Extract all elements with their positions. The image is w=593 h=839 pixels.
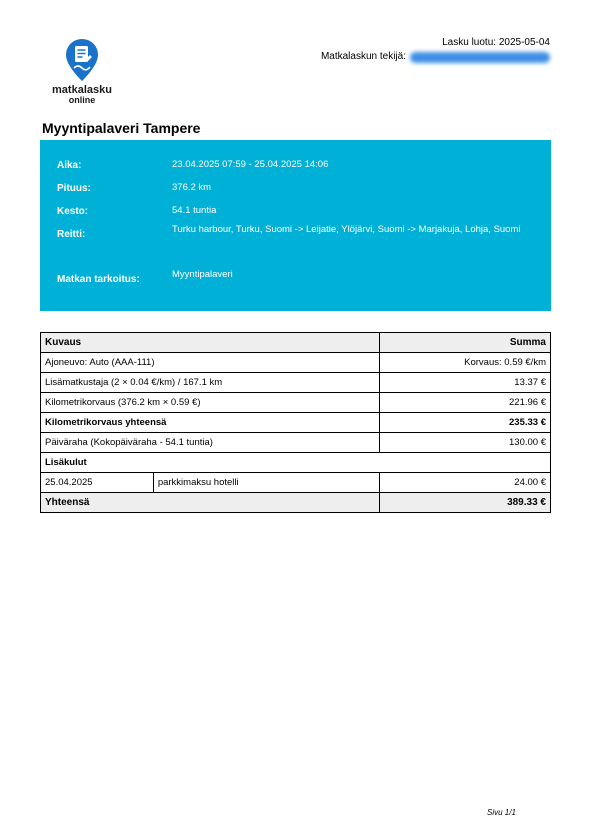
table-row xyxy=(41,373,551,393)
allowance-cell: Päiväraha (Kokopäiväraha - 54.1 tuntia) xyxy=(41,433,380,453)
route-label: Reitti: xyxy=(57,229,86,240)
maker-label: Matkalaskun tekijä: xyxy=(320,51,406,62)
expense-table xyxy=(40,332,551,513)
trip-info-panel xyxy=(40,140,551,311)
created-date: 2025-05-04 xyxy=(498,37,550,48)
grand-total-sum: 389.33 € xyxy=(380,493,551,513)
route-pin-icon xyxy=(65,38,99,82)
page-number: Sivu 1/1 xyxy=(487,808,516,817)
maker-row xyxy=(321,50,550,64)
time-label: Aika: xyxy=(57,160,82,171)
created-label: Lasku luotu: xyxy=(442,37,497,48)
col-sum: Summa xyxy=(380,333,551,353)
vehicle-rate-cell: Korvaus: 0.59 €/km xyxy=(380,353,551,373)
company-logo xyxy=(50,38,114,105)
km-total-sum-cell: 235.33 € xyxy=(380,413,551,433)
trip-title: Myyntipalaveri Tampere xyxy=(42,120,201,136)
table-row xyxy=(41,433,551,453)
table-row xyxy=(41,353,551,373)
km-cell: Kilometrikorvaus (376.2 km × 0.59 €) xyxy=(41,393,380,413)
duration-label: Kesto: xyxy=(57,206,89,217)
length-value: 376.2 km xyxy=(172,182,212,193)
purpose-value: Myyntipalaveri xyxy=(172,269,233,280)
table-row xyxy=(41,453,551,473)
duration-value: 54.1 tuntia xyxy=(172,205,217,216)
vehicle-cell: Ajoneuvo: Auto (AAA-111) xyxy=(41,353,380,373)
logo-name: matkalasku xyxy=(52,84,112,96)
extras-heading-cell: Lisäkulut xyxy=(41,453,551,473)
allowance-sum-cell: 130.00 € xyxy=(380,433,551,453)
created-row xyxy=(321,36,550,50)
length-label: Pituus: xyxy=(57,183,91,194)
purpose-label: Matkan tarkoitus: xyxy=(57,274,140,285)
table-row xyxy=(41,473,551,493)
extra-desc-cell: parkkimaksu hotelli xyxy=(153,473,380,493)
grand-total-row xyxy=(41,493,551,513)
logo-subtitle: online xyxy=(68,95,96,105)
extra-date-cell: 25.04.2025 xyxy=(41,473,154,493)
table-row xyxy=(41,413,551,433)
passengers-sum-cell: 13.37 € xyxy=(380,373,551,393)
redacted-name xyxy=(410,52,550,63)
table-header xyxy=(41,333,551,353)
km-total-cell: Kilometrikorvaus yhteensä xyxy=(41,413,380,433)
route-value: Turku harbour, Turku, Suomi -> Leijatie, Ylöjärvi, Suomi -> Marjakuja, Lohja, Suomi xyxy=(172,224,521,235)
time-value: 23.04.2025 07:59 - 25.04.2025 14:06 xyxy=(172,159,329,170)
km-sum-cell: 221.96 € xyxy=(380,393,551,413)
table-row xyxy=(41,393,551,413)
extra-sum-cell: 24.00 € xyxy=(380,473,551,493)
grand-total-label: Yhteensä xyxy=(41,493,380,513)
col-description: Kuvaus xyxy=(41,333,380,353)
passengers-cell: Lisämatkustaja (2 × 0.04 €/km) / 167.1 km xyxy=(41,373,380,393)
invoice-meta xyxy=(321,36,550,64)
